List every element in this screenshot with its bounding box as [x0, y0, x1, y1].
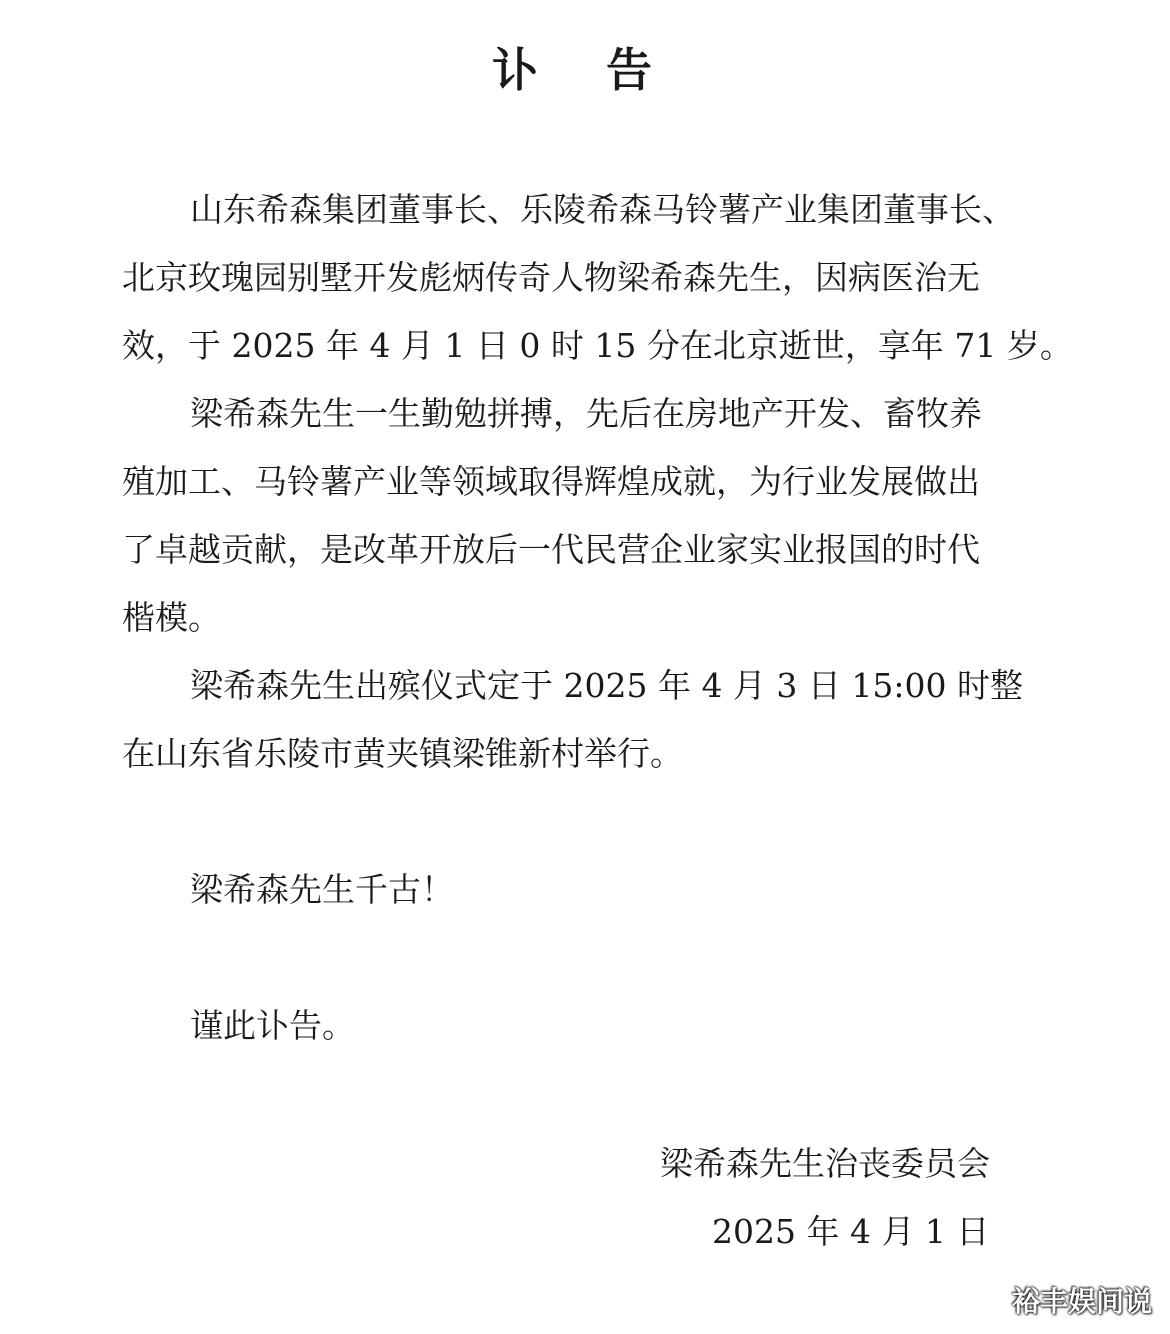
watermark: 裕丰娱间说	[1011, 1285, 1152, 1318]
paragraph-1-line-2: 北京玫瑰园别墅开发彪炳传奇人物梁希森先生，因病医治无	[122, 258, 980, 297]
paragraph-2-line-4: 楷模。	[122, 598, 221, 637]
paragraph-3-line-1: 梁希森先生出殡仪式定于 2025 年 4 月 3 日 15:00 时整	[190, 666, 1023, 705]
paragraph-2-line-1: 梁希森先生一生勤勉拼搏，先后在房地产开发、畜牧养	[190, 394, 982, 433]
paragraph-1-line-1: 山东希森集团董事长、乐陵希森马铃薯产业集团董事长、	[190, 190, 1015, 229]
paragraph-1-line-3: 效，于 2025 年 4 月 1 日 0 时 15 分在北京逝世，享年 71 岁。	[122, 326, 1073, 365]
document-title: 讣 告	[491, 43, 678, 97]
closing-line: 谨此讣告。	[190, 1006, 355, 1045]
paragraph-3-line-2: 在山东省乐陵市黄夹镇梁锥新村举行。	[122, 734, 683, 773]
document-date: 2025 年 4 月 1 日	[712, 1212, 990, 1251]
paragraph-2-line-3: 了卓越贡献，是改革开放后一代民营企业家实业报国的时代	[122, 530, 980, 569]
signature: 梁希森先生治丧委员会	[660, 1144, 990, 1183]
paragraph-2-line-2: 殖加工、马铃薯产业等领域取得辉煌成就，为行业发展做出	[122, 462, 980, 501]
farewell-line: 梁希森先生千古！	[190, 870, 454, 909]
